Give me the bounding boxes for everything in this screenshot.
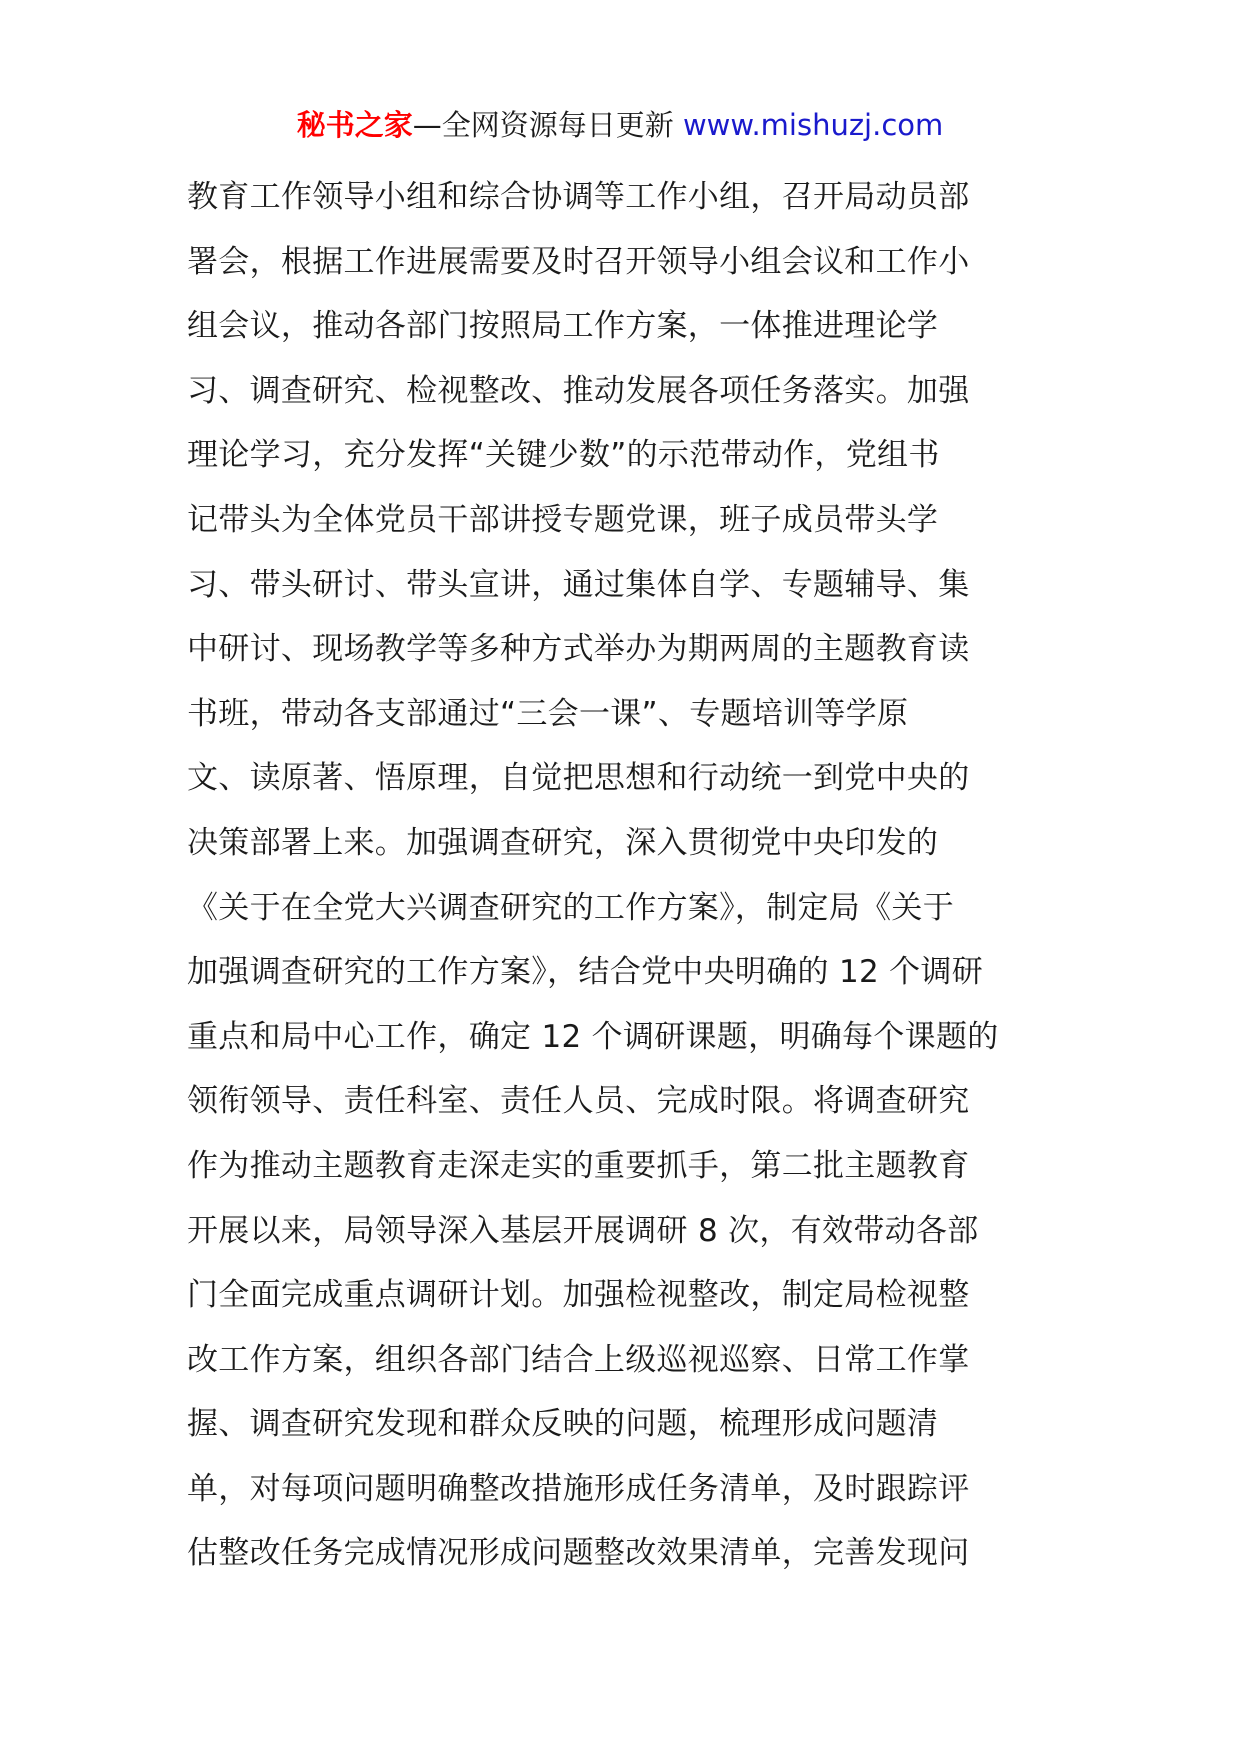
text-line: 开展以来，局领导深入基层开展调研 8 次，有效带动各部: [187, 1212, 979, 1249]
text-line: 《关于在全党大兴调查研究的工作方案》，制定局《关于: [187, 889, 954, 926]
text-line: 习、调查研究、检视整改、推动发展各项任务落实。加强: [187, 372, 970, 409]
text-line: 领衔领导、责任科室、责任人员、完成时限。将调查研究: [187, 1083, 970, 1120]
header-tagline: —全网资源每日更新: [412, 108, 683, 142]
text-line: 记带头为全体党员干部讲授专题党课，班子成员带头学: [187, 501, 939, 538]
text-line: 握、调查研究发现和群众反映的问题，梳理形成问题清: [187, 1406, 939, 1443]
text-line: 重点和局中心工作，确定 12 个调研课题，明确每个课题的: [187, 1018, 999, 1055]
brand-name: 秘书之家: [296, 108, 413, 142]
text-line: 文、读原著、悟原理，自觉把思想和行动统一到党中央的: [187, 760, 970, 797]
text-line: 加强调查研究的工作方案》，结合党中央明确的 12 个调研: [187, 954, 984, 991]
text-line: 署会，根据工作进展需要及时召开领导小组会议和工作小: [187, 243, 970, 280]
text-line: 理论学习，充分发挥“关键少数”的示范带动作，党组书: [187, 437, 940, 474]
text-line: 组会议，推动各部门按照局工作方案，一体推进理论学: [187, 308, 939, 345]
text-line: 改工作方案，组织各部门结合上级巡视巡察、日常工作掌: [187, 1341, 970, 1378]
document-body: [187, 165, 1062, 1586]
site-url-link[interactable]: www.mishuzj.com: [682, 108, 944, 142]
text-line: 中研讨、现场教学等多种方式举办为期两周的主题教育读: [187, 631, 970, 668]
text-line: 教育工作领导小组和综合协调等工作小组，召开局动员部: [187, 179, 970, 215]
text-line: 单，对每项问题明确整改措施形成任务清单，及时跟踪评: [187, 1470, 970, 1507]
text-line: 门全面完成重点调研计划。加强检视整改，制定局检视整: [187, 1277, 970, 1314]
text-line: 书班，带动各支部通过“三会一课”、专题培训等学原: [187, 695, 909, 732]
text-line: 习、带头研讨、带头宣讲，通过集体自学、专题辅导、集: [187, 566, 970, 603]
text-line: 估整改任务完成情况形成问题整改效果清单，完善发现问: [187, 1535, 970, 1572]
text-line: 作为推动主题教育走深走实的重要抓手，第二批主题教育: [187, 1147, 970, 1184]
page-header: [0, 100, 1240, 150]
text-line: 决策部署上来。加强调查研究，深入贯彻党中央印发的: [187, 824, 939, 861]
